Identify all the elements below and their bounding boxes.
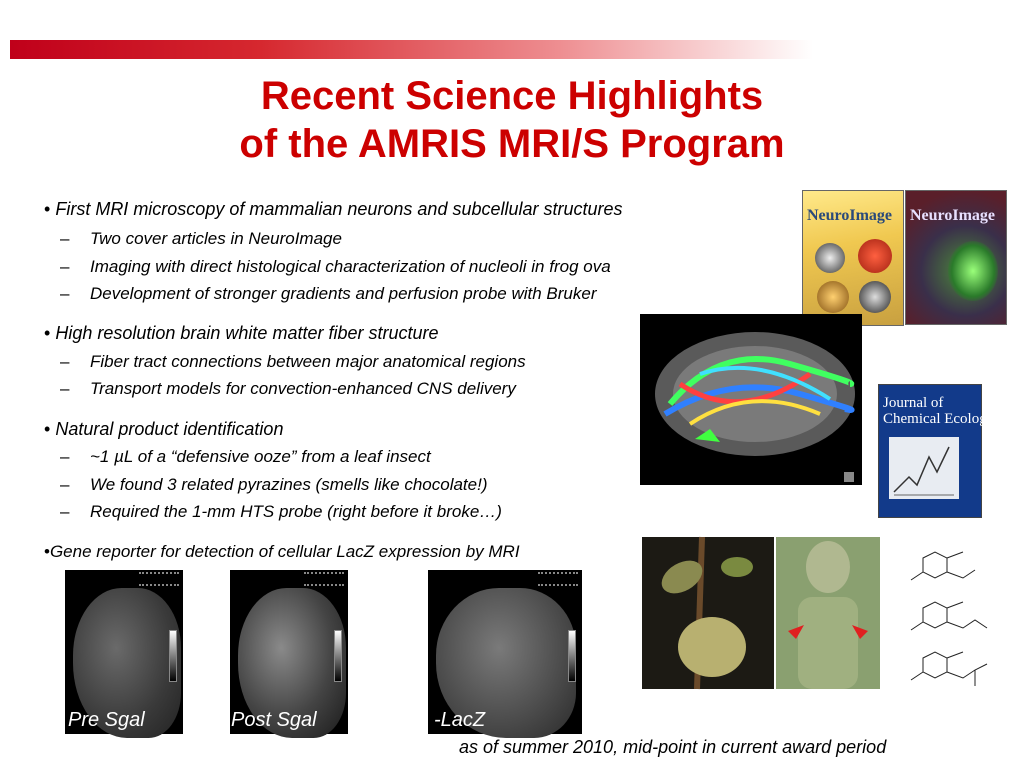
- journal-title-line-1: Journal of: [883, 395, 944, 411]
- bullet-text: Gene reporter for detection of cellular LacZ expression by MRI: [49, 542, 520, 561]
- pyrazine-structures: [893, 546, 1021, 696]
- leaf-insect-closeup-photo: [776, 537, 880, 689]
- brain-fiber-tract-image: [640, 314, 862, 485]
- journal-title-line-2: Chemical Ecology: [883, 411, 995, 427]
- cover-mri-image: [817, 281, 849, 313]
- neuroimage-cover-title: NeuroImage: [910, 207, 996, 224]
- sub-bullet-text: Transport models for convection-enhanced CNS delivery: [90, 379, 516, 398]
- dash-marker: –: [60, 379, 70, 398]
- bullet-natural-product: [44, 418, 283, 440]
- journal-cover-title: [883, 395, 994, 427]
- sub-bullet-text: Required the 1-mm HTS probe (right before it broke…): [90, 502, 502, 521]
- award-period-footnote: as of summer 2010, mid-point in current award period: [459, 737, 887, 757]
- leaf-insect-photo: [642, 537, 774, 689]
- scan-intensity-scale: [169, 630, 177, 682]
- spectrum-svg: [889, 437, 959, 499]
- cover-mri-image: [815, 243, 845, 273]
- bullet-text: High resolution brain white matter fiber structure: [55, 323, 439, 343]
- sub-bullet-text: ~1 µL of a “defensive ooze” from a leaf insect: [90, 447, 431, 466]
- bullet-gene-reporter: [44, 541, 520, 563]
- sub-bullet: [60, 351, 526, 372]
- bullet-mri-microscopy: [44, 198, 623, 220]
- dash-marker: –: [60, 257, 70, 276]
- dash-marker: –: [60, 502, 70, 521]
- pyrazine-structures-svg: [893, 546, 1021, 696]
- sub-bullet-text: Development of stronger gradients and perfusion probe with Bruker: [90, 284, 597, 303]
- leaf-insect-svg: [642, 537, 774, 689]
- journal-cover-spectrum: [889, 437, 959, 499]
- cover-neuron-image: [948, 241, 998, 301]
- bullet-marker: •: [44, 542, 50, 561]
- neuroimage-cover-1: [802, 190, 904, 326]
- bullet-text: First MRI microscopy of mammalian neurons and subcellular structures: [55, 199, 623, 219]
- header-gradient-bar: [10, 40, 1014, 59]
- slide-title: [0, 72, 1024, 168]
- bullet-text: Natural product identification: [55, 419, 284, 439]
- scan-metadata: [538, 572, 578, 586]
- cover-mri-image: [858, 239, 892, 273]
- sub-bullet: [60, 228, 342, 249]
- dash-marker: –: [60, 352, 70, 371]
- scan-metadata: [304, 572, 344, 586]
- bullet-marker: •: [44, 199, 51, 219]
- neuroimage-cover-title: NeuroImage: [807, 207, 893, 224]
- neuroimage-cover-2: [905, 190, 1007, 325]
- dash-marker: –: [60, 447, 70, 466]
- scan-metadata: [139, 572, 179, 586]
- title-line-2: of the AMRIS MRI/S Program: [239, 122, 785, 166]
- scan-intensity-scale: [334, 630, 342, 682]
- scan-label-pre-sgal: Pre Sgal: [68, 709, 145, 731]
- sub-bullet: [60, 446, 431, 467]
- scan-label-lacz: -LacZ: [434, 709, 486, 731]
- sub-bullet: [60, 283, 597, 304]
- insect-closeup-svg: [776, 537, 880, 689]
- sub-bullet: [60, 474, 487, 495]
- sub-bullet: [60, 501, 502, 522]
- bullet-marker: •: [44, 419, 51, 439]
- title-line-1: Recent Science Highlights: [260, 74, 764, 118]
- sub-bullet-text: Fiber tract connections between major anatomical regions: [90, 352, 526, 371]
- sub-bullet-text: Imaging with direct histological characterization of nucleoli in frog ova: [90, 257, 611, 276]
- scan-label-post-sgal: Post Sgal: [231, 709, 317, 731]
- cover-mri-image: [859, 281, 891, 313]
- fiber-tract-svg: [640, 314, 862, 485]
- dash-marker: –: [60, 229, 70, 248]
- dash-marker: –: [60, 284, 70, 303]
- sub-bullet: [60, 378, 516, 399]
- sub-bullet: [60, 256, 611, 277]
- dash-marker: –: [60, 475, 70, 494]
- bullet-marker: •: [44, 323, 51, 343]
- scan-intensity-scale: [568, 630, 576, 682]
- sub-bullet-text: Two cover articles in NeuroImage: [90, 229, 342, 248]
- sub-bullet-text: We found 3 related pyrazines (smells like chocolate!): [90, 475, 488, 494]
- chemical-ecology-cover: [878, 384, 995, 518]
- bullet-white-matter: [44, 322, 439, 344]
